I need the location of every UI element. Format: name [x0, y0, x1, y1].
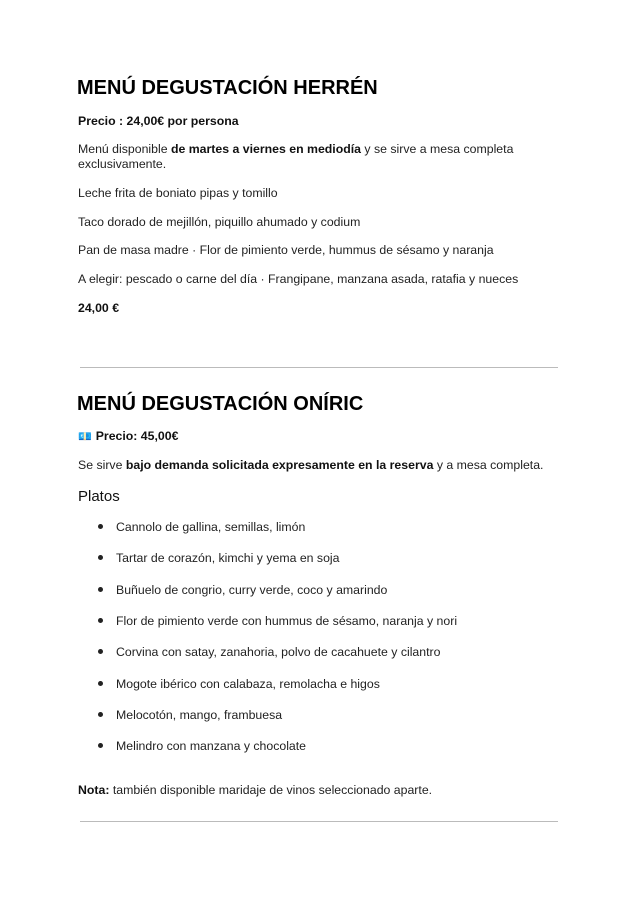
menu-herren-price: Precio : 24,00€ por persona [78, 114, 239, 128]
list-item: Corvina con satay, zanahoria, polvo de cacahuete y cilantro [98, 645, 440, 660]
list-item: Buñuelo de congrio, curry verde, coco y amarindo [98, 583, 387, 598]
list-item: Mogote ibérico con calabaza, remolacha e higos [98, 677, 380, 692]
menu-herren-availability: Menú disponible de martes a viernes en mediodía y se sirve a mesa completa [78, 142, 514, 156]
dish-item: Taco dorado de mejillón, piquillo ahumado y codium [78, 215, 361, 229]
list-item: Melocotón, mango, frambuesa [98, 708, 282, 723]
dish-item: A elegir: pescado o carne del día · Frangipane, manzana asada, ratafia y nueces [78, 272, 519, 286]
dish-item: Pan de masa madre · Flor de pimiento verde, hummus de sésamo y naranja [78, 243, 494, 257]
list-item: Cannolo de gallina, semillas, limón [98, 520, 305, 535]
dishes-heading: Platos [78, 488, 120, 505]
bullet-icon [98, 587, 103, 592]
menu-oniric-price: 💶 Precio: 45,00€ [78, 429, 179, 443]
menu-herren-total: 24,00 € [78, 301, 120, 315]
bullet-icon [98, 524, 103, 529]
bullet-icon [98, 649, 103, 654]
menu-oniric-serving: Se sirve bajo demanda solicitada expresamente en la reserva y a mesa completa. [78, 458, 544, 472]
menu-oniric-title: MENÚ DEGUSTACIÓN ONÍRIC [77, 393, 364, 415]
divider [80, 367, 558, 368]
bullet-icon [98, 743, 103, 748]
bullet-icon [98, 618, 103, 623]
euro-banknote-icon: 💶 [78, 431, 92, 443]
bullet-icon [98, 555, 103, 560]
dish-item: Leche frita de boniato pipas y tomillo [78, 186, 278, 200]
menu-herren-availability-line2: exclusivamente. [78, 157, 167, 171]
list-item: Flor de pimiento verde con hummus de sésamo, naranja y nori [98, 614, 457, 629]
wine-pairing-note: Nota: también disponible maridaje de vinos seleccionado aparte. [78, 783, 433, 797]
divider [80, 821, 558, 822]
menu-herren-title: MENÚ DEGUSTACIÓN HERRÉN [77, 77, 378, 99]
list-item: Melindro con manzana y chocolate [98, 739, 306, 754]
list-item: Tartar de corazón, kimchi y yema en soja [98, 551, 340, 566]
bullet-icon [98, 712, 103, 717]
bullet-icon [98, 681, 103, 686]
